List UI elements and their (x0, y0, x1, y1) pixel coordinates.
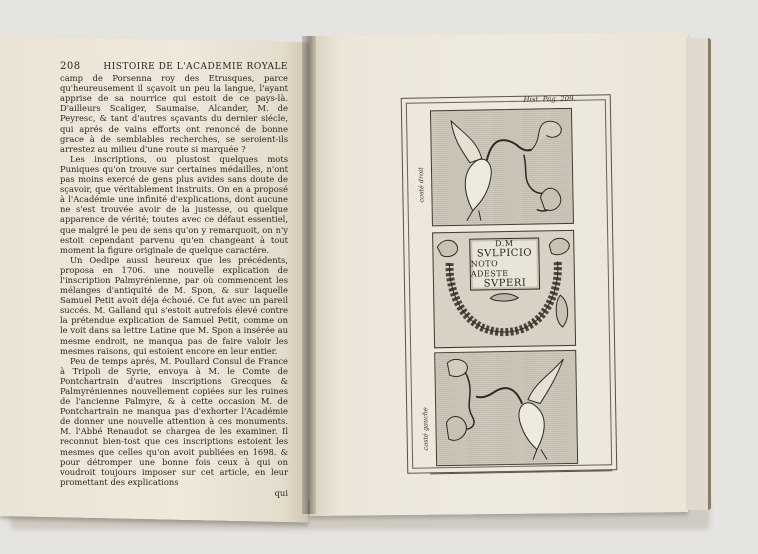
tablet-line: D.M (495, 238, 514, 249)
catchword: qui (274, 487, 288, 498)
engraved-plate (401, 94, 618, 474)
engraving-panel-bottom (434, 350, 578, 466)
inscription-tablet (469, 237, 540, 290)
paragraph: Peu de temps aprés, M. Poullard Consul de France à Tripoli de Syrie, envoya à M. le Comte de Pontchartrain d'autres inscriptions Grecques & Palmyréniennes nouvellement copiées sur les ruines de l'ancienne Palmyre, & à cette occasion M. de Pontchartrain ne manqua pas d'exhorter l'Académie de donner une nouvelle attention à ces monuments. M. l'Abbé Renaudot se chargea de les examiner. Il reconnut bien-tost que ces inscriptions estoient les mesmes que celles qu'on avoit publiées en 1698. & pour détromper une bonne fois ceux à qui on voudroit toujours imposer sur cet article, en leur promettant des explications (60, 355, 288, 487)
running-head-title: HISTOIRE DE L'ACADEMIE ROYALE (103, 62, 288, 72)
tablet-line: SVLPICIO (476, 247, 533, 260)
paragraph: Les inscriptions, ou plustost quelques mots Puniques qu'on trouve sur certaines médailles, n'ont pas moins exercé de gens plus avides sans doute de sçavoir, que véritablement instruits. On en a proposé à l'Académie une infinité d'explications, dont aucune ne s'est trouvée avoir de la justesse, ou quelque apparence de vérité; toutes avec ce défaut essentiel, que malgré le peu de sens qu'on y remarquoit, on n'y estoit cependant parvenu qu'en changeant à tout moment la figure originale de quelque caractére. (60, 153, 288, 255)
caption-right-side: costé droit (416, 167, 426, 203)
tablet-line: SVPERI (483, 277, 527, 290)
page-number: 208 (60, 61, 81, 72)
engraving-panel-top (430, 108, 574, 226)
swan-serpent-mirrored-engraving-icon (435, 351, 577, 465)
left-page-text (60, 62, 288, 498)
caption-left-side: costé gauche (421, 407, 430, 451)
book-gutter (302, 36, 316, 514)
paragraph: camp de Porsenna roy des Etrusques, parce qu'heureusement il sçavoit un peu la langue, l'ayant apprise de sa nourrice qui estoit de ce pays-là. D'ailleurs Scaliger, Saumaise, Alcander, M. de Peyresc, & tant d'autres sçavants du dernier siécle, qui aprés de vains efforts ont renoncé de bonne grace à de semblables recherches, se seroient-ils arrestez au milieu d'une route si marquée ? (60, 73, 288, 154)
page-edges (686, 38, 711, 510)
paragraph: Un Oedipe aussi heureux que les précédents, proposa en 1706. une nouvelle explication de l'inscription Palmyrénienne, par où commencent les mélanges d'antiquité de M. Spon, & sur laquelle Samuel Petit avoit déja échoué. Ce fut avec un pareil succés. M. Galland qui s'estoit autrefois élevé contre la prétendue explication de Samuel Petit, comme on le voit dans sa lettre Latine que M. Spon a insérée au mesme endroit, ne manqua pas de faire valoir les mesmes raisons, qui estoient encore en leur entier. (60, 254, 288, 356)
swan-serpent-engraving-icon (431, 109, 573, 225)
running-head (60, 62, 288, 72)
plate-reference: Hist. Pag. 209. (523, 94, 576, 104)
tablet-line: NOTO ADESTE (470, 259, 509, 279)
engraving-panel-middle (432, 230, 576, 348)
